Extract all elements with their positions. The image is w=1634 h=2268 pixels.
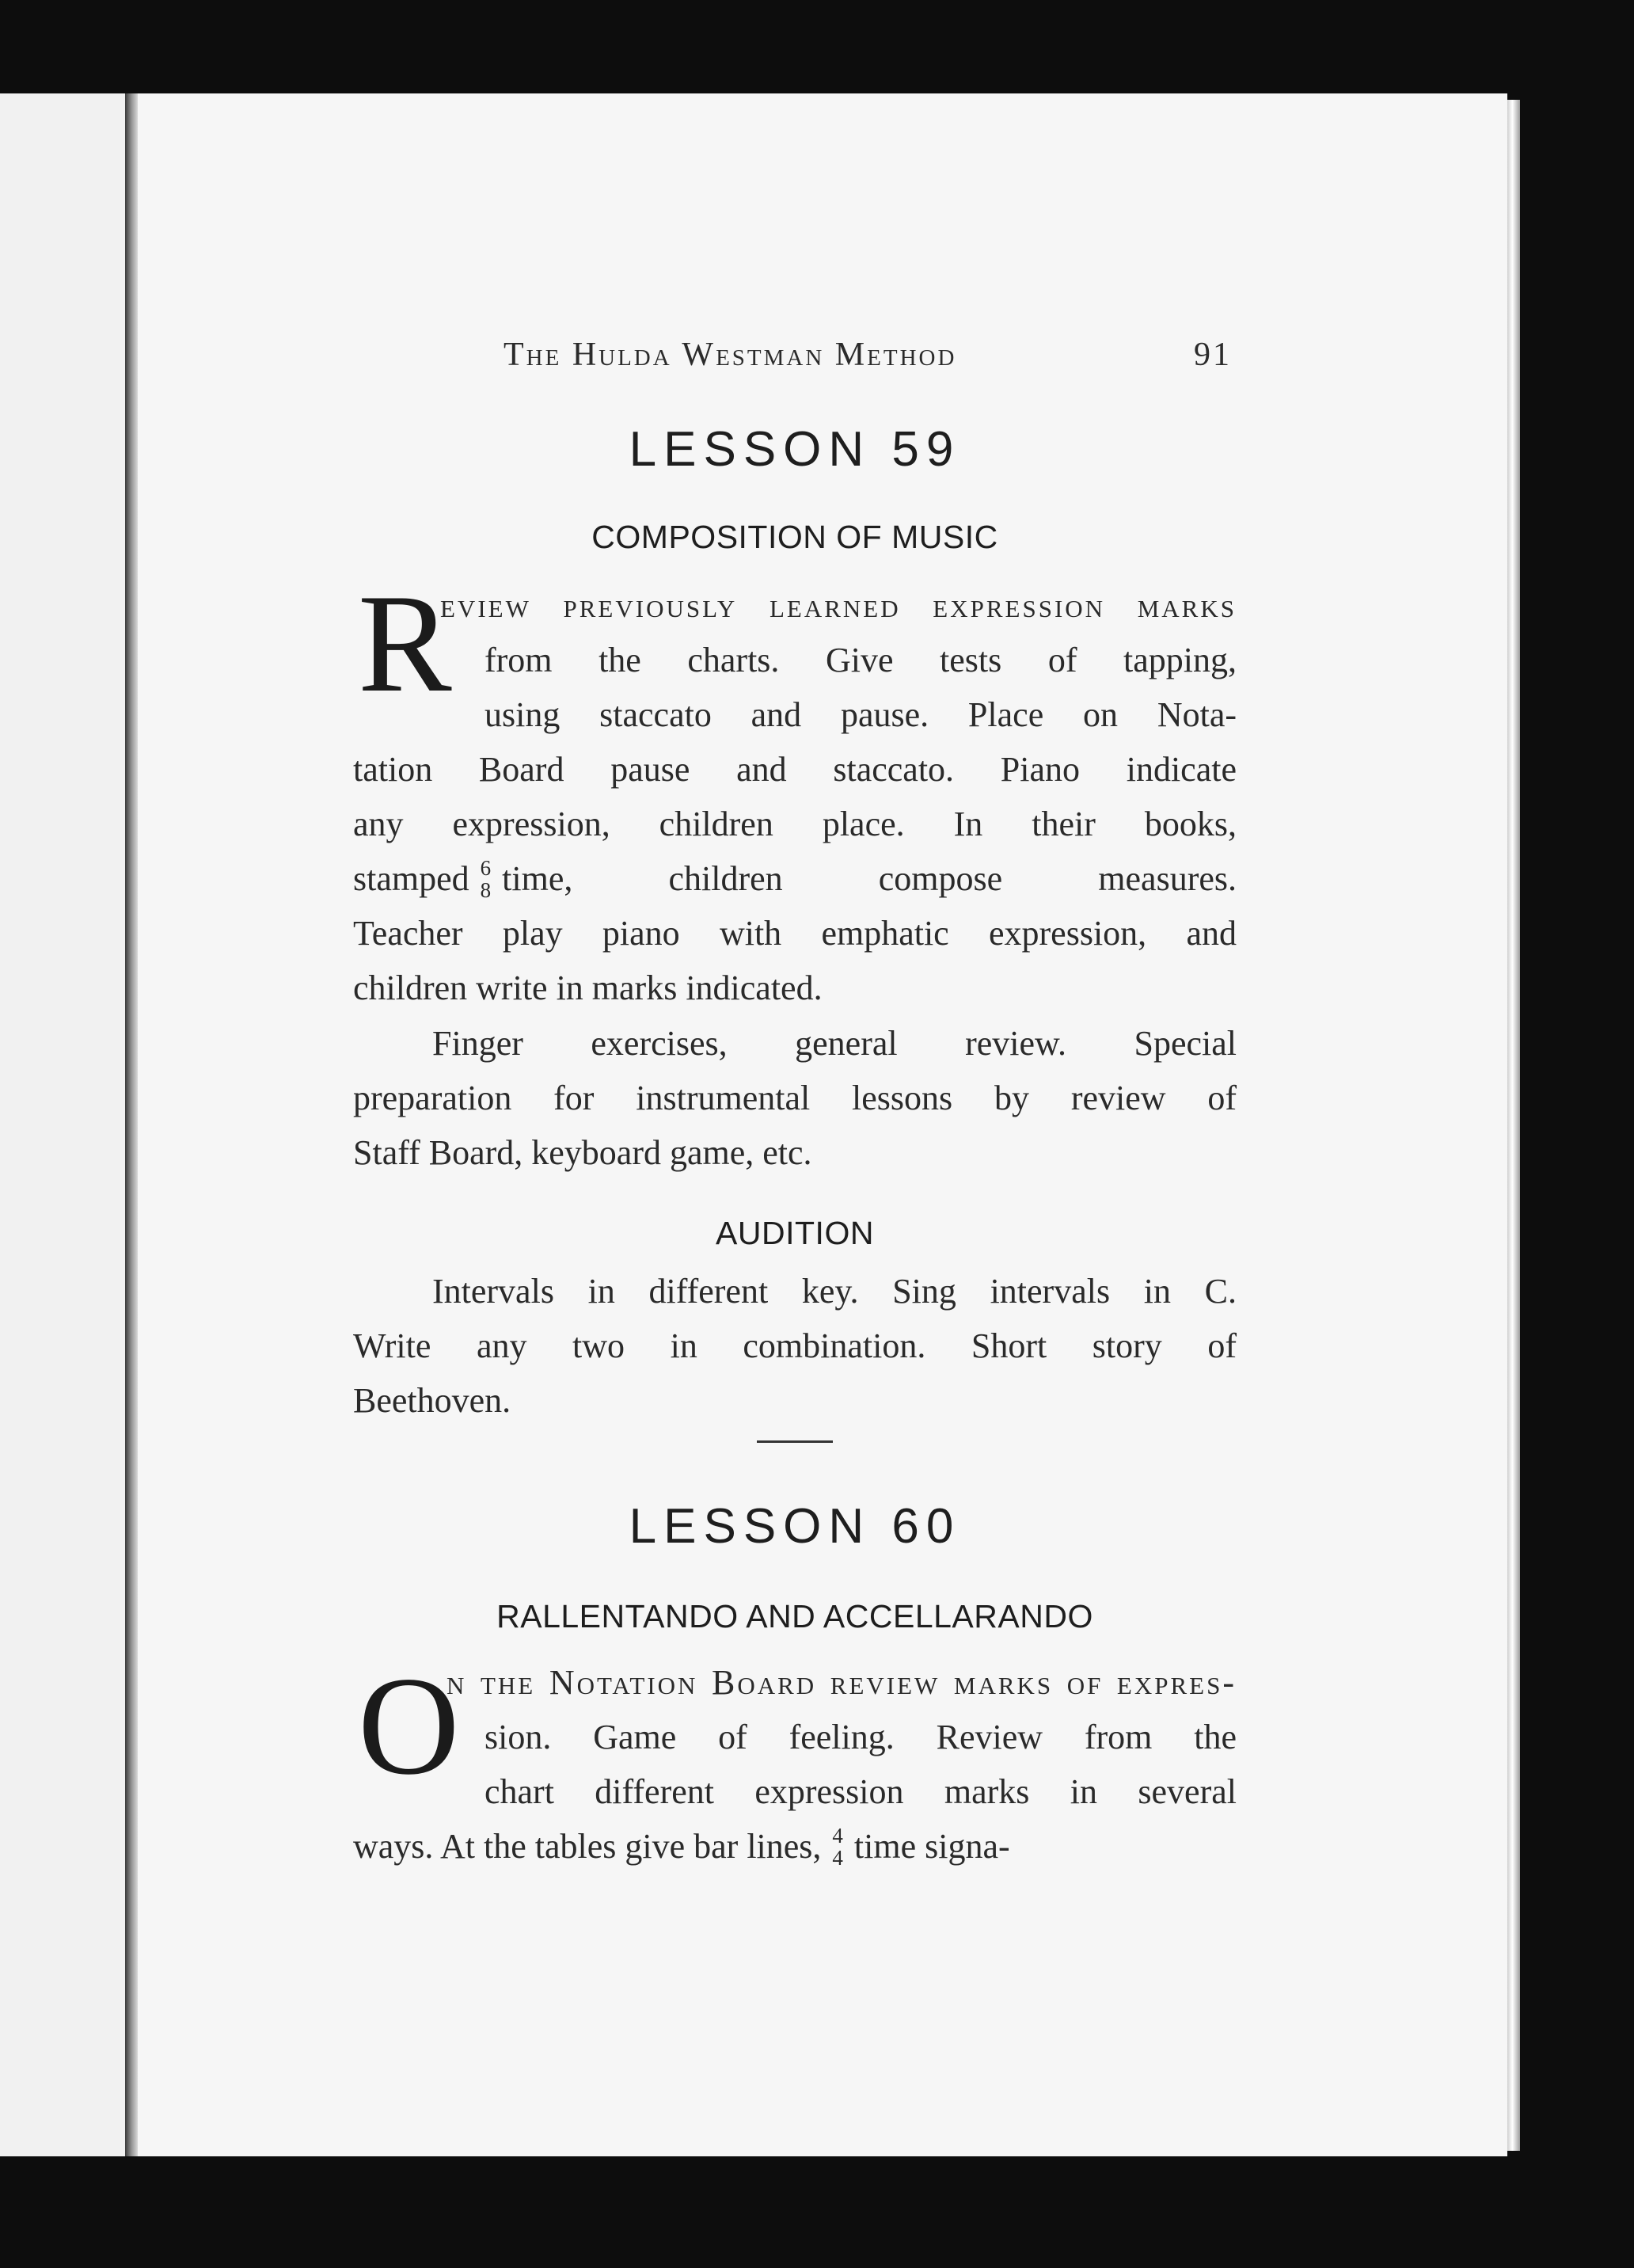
time-signature-fraction: 4 4 <box>832 1823 843 1870</box>
text-line: Finger exercises, general review. Special <box>432 1024 1237 1063</box>
page-number: 91 <box>1194 337 1232 373</box>
text-line: Teacher play piano with emphatic expression, and <box>353 914 1237 953</box>
lesson-60-subtitle: RALLENTANDO AND ACCELLARANDO <box>496 1598 1093 1634</box>
text-line: ways. At the tables give bar lines, 4 4 time signa- <box>353 1823 1010 1870</box>
book-gutter <box>125 93 138 2156</box>
text-line: preparation for instrumental lessons by review of <box>353 1079 1237 1117</box>
lesson-60-title: LESSON 60 <box>629 1499 961 1554</box>
lesson-59-paragraph-2 <box>353 1016 1237 1182</box>
drop-cap-o: O <box>358 1647 460 1804</box>
text-line: eview previously learned expression marks <box>440 586 1237 625</box>
time-signature-fraction: 6 8 <box>480 855 492 902</box>
text-line: Staff Board, keyboard game, etc. <box>353 1133 812 1172</box>
lesson-60-paragraph-1 <box>353 1647 1237 1885</box>
text-line: from the charts. Give tests of tapping, <box>484 641 1237 679</box>
facing-page-edge <box>0 93 125 2156</box>
running-head <box>504 336 1232 375</box>
lesson-59-paragraph-3 <box>353 1264 1237 1430</box>
page-fore-edge <box>1507 100 1520 2151</box>
text-line: chart different expression marks in several <box>484 1772 1237 1811</box>
text-line: tation Board pause and staccato. Piano indicate <box>353 750 1237 789</box>
text-line: children write in marks indicated. <box>353 968 823 1007</box>
text-line: using staccato and pause. Place on Nota- <box>484 695 1237 734</box>
audition-heading: AUDITION <box>716 1215 874 1251</box>
text-line: Intervals in different key. Sing intervals in C. <box>432 1272 1237 1311</box>
running-head-title: The Hulda Westman Method <box>504 337 957 373</box>
section-divider <box>757 1440 833 1443</box>
lesson-59-title: LESSON 59 <box>629 422 961 477</box>
text-line: Beethoven. <box>353 1381 511 1420</box>
text-line: sion. Game of feeling. Review from the <box>484 1718 1237 1756</box>
text-line: stamped 6 8 time, children compose measures. <box>353 855 1237 902</box>
drop-cap-r: R <box>358 565 452 721</box>
lesson-59-subtitle: COMPOSITION OF MUSIC <box>591 519 998 555</box>
text-line: n the Notation Board review marks of expres- <box>446 1663 1237 1702</box>
text-line: Write any two in combination. Short story of <box>353 1326 1237 1365</box>
lesson-59-paragraph-1 <box>353 578 1237 1022</box>
text-line: any expression, children place. In their books, <box>353 805 1237 843</box>
